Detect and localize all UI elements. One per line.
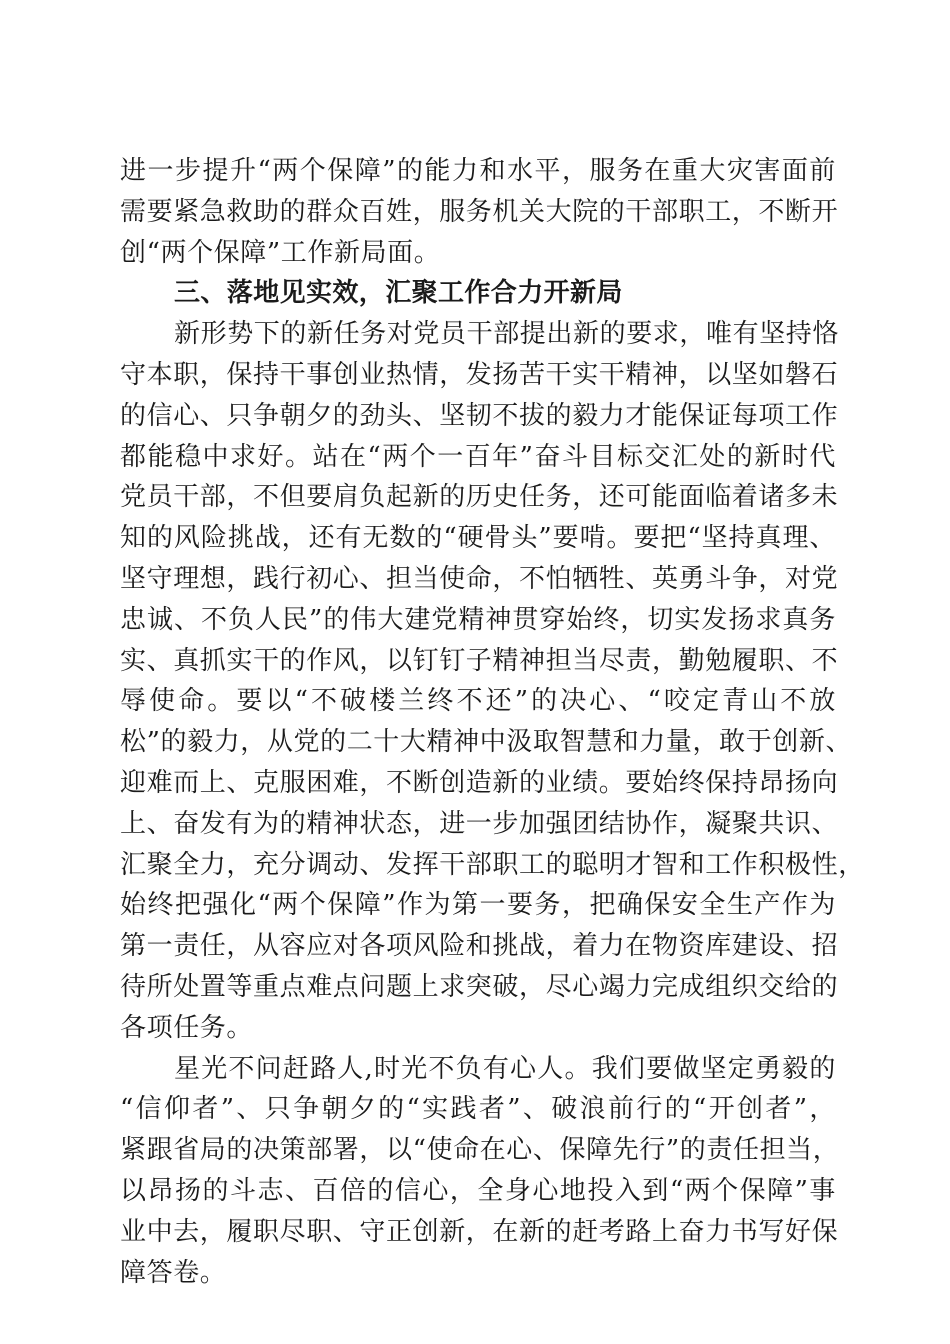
paragraph1-line: 始终把强化“两个保障”作为第一要务，把确保安全生产作为 <box>120 890 836 921</box>
document-body <box>120 151 865 1293</box>
paragraph1-line: 党员干部，不但要肩负起新的历史任务，还可能面临着诸多未 <box>120 482 839 513</box>
paragraph1-line: 新形势下的新任务对党员干部提出新的要求，唯有坚持恪 <box>174 319 840 350</box>
intro-line: 创“两个保障”工作新局面。 <box>120 237 441 268</box>
paragraph1-line: 松”的毅力，从党的二十大精神中汲取智慧和力量，敢于创新、 <box>120 727 853 758</box>
paragraph1-line: 待所处置等重点难点问题上求突破，尽心竭力完成组织交给的 <box>120 971 839 1002</box>
paragraph1-line: 各项任务。 <box>120 1012 254 1043</box>
paragraph2-line: 以昂扬的斗志、百倍的信心，全身心地投入到“两个保障”事 <box>120 1175 836 1206</box>
paragraph1-line: 的信心、只争朝夕的劲头、坚韧不拔的毅力才能保证每项工作 <box>120 400 839 431</box>
paragraph2-line: 紧跟省局的决策部署，以“使命在心、保障先行”的责任担当， <box>120 1135 840 1166</box>
paragraph1-line: 坚守理想，践行初心、担当使命，不怕牺牲、英勇斗争，对党 <box>120 563 839 594</box>
paragraph1-line: 汇聚全力，充分调动、发挥干部职工的聪明才智和工作积极性， <box>120 849 865 880</box>
intro-line: 进一步提升“两个保障”的能力和水平，服务在重大灾害面前 <box>120 156 836 186</box>
paragraph1-line: 知的风险挑战，还有无数的“硬骨头”要啃。要把“坚持真理、 <box>120 523 836 554</box>
paragraph2-line: 星光不问赶路人,时光不负有心人。我们要做坚定勇毅的 <box>174 1053 836 1084</box>
intro-line: 需要紧急救助的群众百姓，服务机关大院的干部职工，不断开 <box>120 196 839 227</box>
paragraph1-line: 守本职，保持干事创业热情，发扬苦干实干精神，以坚如磐石 <box>120 359 839 390</box>
paragraph2-line: 障答卷。 <box>120 1257 227 1288</box>
paragraph2-line: 业中去，履职尽职、守正创新，在新的赶考路上奋力书写好保 <box>120 1216 839 1247</box>
paragraph1-line: 辱使命。要以“不破楼兰终不还”的决心、“咬定青山不放 <box>120 686 836 717</box>
paragraph1-line: 上、奋发有为的精神状态，进一步加强团结协作，凝聚共识、 <box>120 808 839 839</box>
paragraph1-line: 忠诚、不负人民”的伟大建党精神贯穿始终，切实发扬求真务 <box>120 604 836 635</box>
paragraph1-line: 都能稳中求好。站在“两个一百年”奋斗目标交汇处的新时代 <box>120 441 836 472</box>
section-heading: 三、落地见实效，汇聚工作合力开新局 <box>174 278 623 309</box>
paragraph2-line: “信仰者”、只争朝夕的“实践者”、破浪前行的“开创者”， <box>120 1094 836 1125</box>
paragraph1-line: 实、真抓实干的作风，以钉钉子精神担当尽责，勤勉履职、不 <box>120 645 839 676</box>
paragraph1-line: 迎难而上、克服困难，不断创造新的业绩。要始终保持昂扬向 <box>120 767 839 798</box>
paragraph1-line: 第一责任，从容应对各项风险和挑战，着力在物资库建设、招 <box>120 931 839 962</box>
